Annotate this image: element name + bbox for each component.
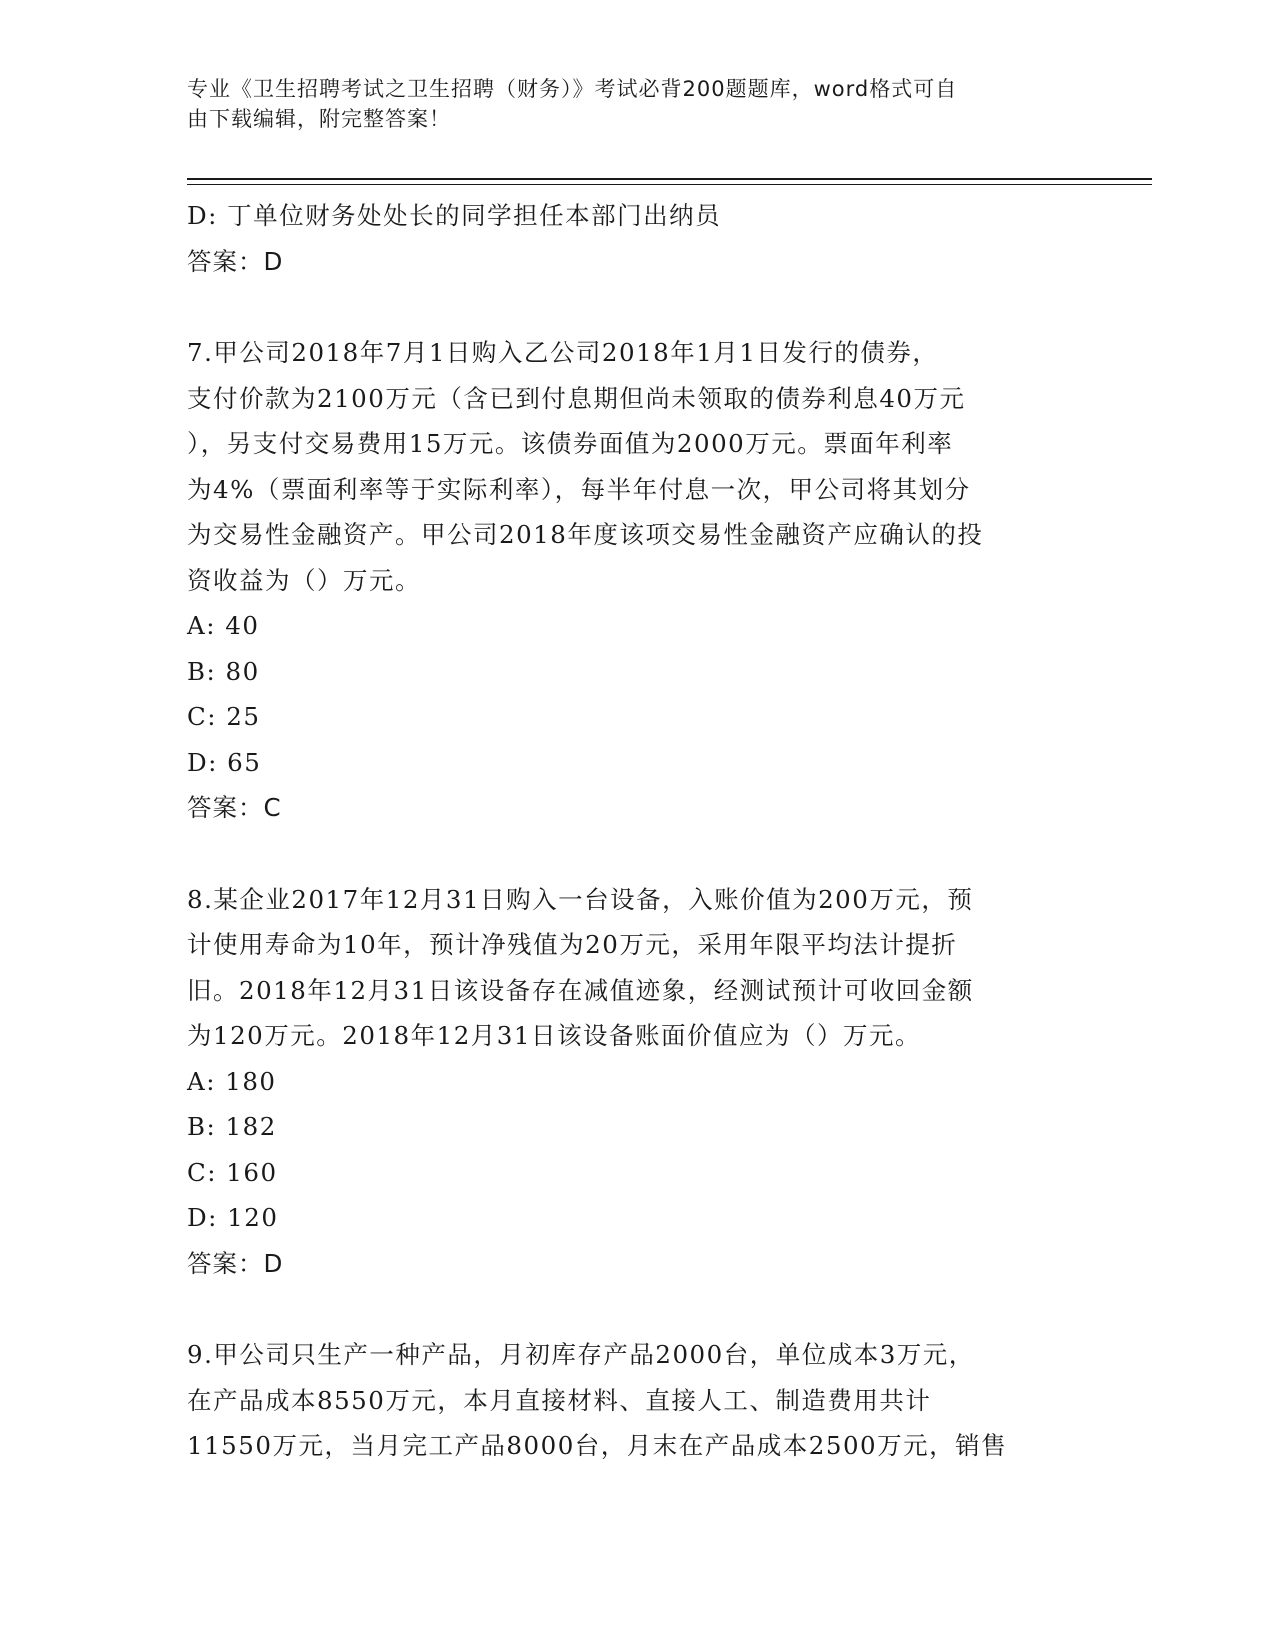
answer-line: 答案：D [187,246,284,276]
header-line-1: 专业《卫生招聘考试之卫生招聘（财务）》考试必背200题题库，word格式可自 [187,77,958,101]
question-text-line: 为4%（票面利率等于实际利率），每半年付息一次，甲公司将其划分 [187,474,971,504]
question-text-line: 为120万元。2018年12月31日该设备账面价值应为（）万元。 [187,1021,921,1050]
header-divider-thin [187,184,1152,185]
spacer [187,831,1087,877]
question-text-line: 为交易性金融资产。甲公司2018年度该项交易性金融资产应确认的投 [187,520,984,549]
question-8 [187,877,1087,1287]
question-text-line: ），另支付交易费用15万元。该债券面值为2000万元。票面年利率 [187,429,954,458]
previous-question-tail [187,193,1087,284]
option-d: D: 65 [187,747,262,777]
option-d: D: 丁单位财务处处长的同学担任本部门出纳员 [187,201,722,230]
question-text-line: 资收益为（）万元。 [187,565,421,595]
page-header [187,74,1087,134]
header-divider-thick [187,178,1152,180]
option-b: B: 182 [187,1112,277,1141]
option-b: B: 80 [187,656,260,686]
question-text-line: 支付价款为2100万元（含已到付息期但尚未领取的债券利息40万元 [187,383,966,413]
question-7 [187,330,1087,831]
question-text-line: 9.甲公司只生产一种产品，月初库存产品2000台，单位成本3万元， [187,1340,975,1369]
question-text-line: 7.甲公司2018年7月1日购入乙公司2018年1月1日发行的债券， [187,338,939,367]
document-body [187,193,1087,1469]
spacer [187,284,1087,330]
answer-line: 答案：C [187,793,282,822]
question-9 [187,1332,1087,1469]
question-text-line: 在产品成本8550万元，本月直接材料、直接人工、制造费用共计 [187,1385,932,1415]
question-text-line: 旧。2018年12月31日该设备存在减值迹象，经测试预计可收回金额 [187,975,974,1005]
question-text-line: 8.某企业2017年12月31日购入一台设备，入账价值为200万元，预 [187,884,974,914]
option-c: C: 160 [187,1157,278,1187]
spacer [187,1286,1087,1332]
answer-line: 答案：D [187,1248,284,1278]
question-text-line: 11550万元，当月完工产品8000台，月末在产品成本2500万元，销售 [187,1431,1008,1460]
option-a: A: 180 [187,1066,277,1096]
option-c: C: 25 [187,702,261,731]
option-a: A: 40 [187,611,260,640]
question-text-line: 计使用寿命为10年，预计净残值为20万元，采用年限平均法计提折 [187,930,958,959]
option-d: D: 120 [187,1203,279,1232]
header-line-2: 由下载编辑，附完整答案！ [187,107,451,131]
